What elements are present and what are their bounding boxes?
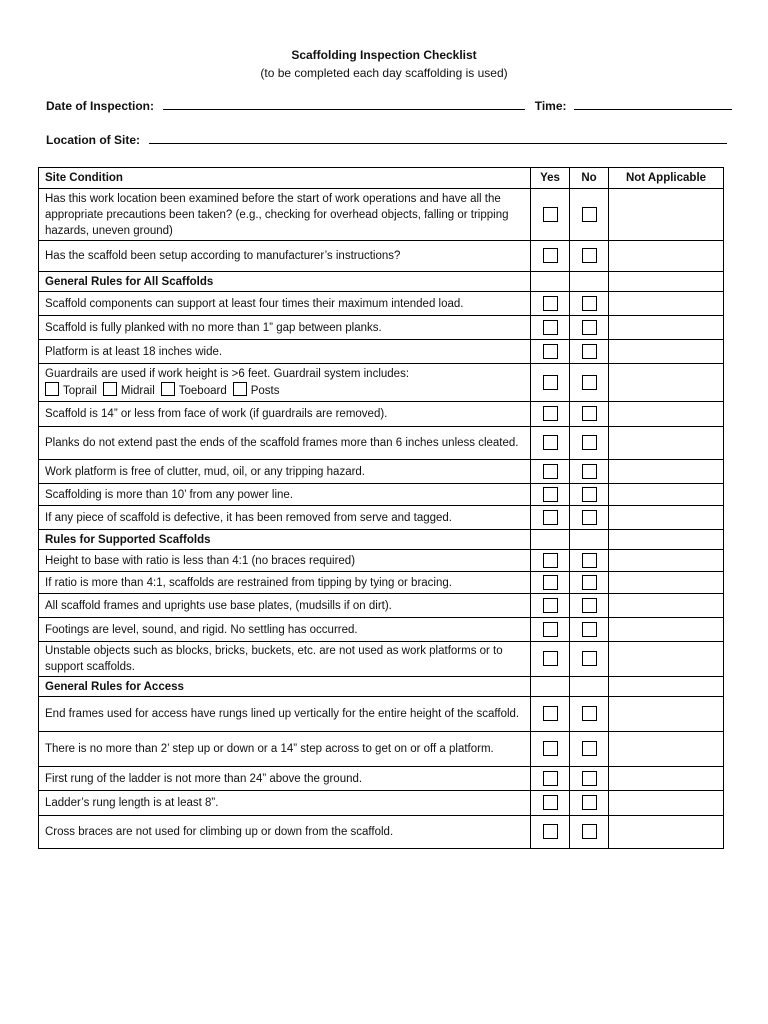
condition-cell <box>39 316 531 340</box>
guardrail-option[interactable] <box>45 385 97 397</box>
condition-cell <box>39 618 531 642</box>
yes-cell <box>531 364 570 402</box>
location-row <box>46 133 727 147</box>
guardrail-option[interactable] <box>233 385 280 397</box>
table-row <box>39 364 724 402</box>
yes-cell <box>531 697 570 732</box>
table-row <box>39 506 724 530</box>
location-label: Location of Site: <box>46 133 140 147</box>
no-checkbox[interactable] <box>582 706 597 721</box>
na-cell[interactable] <box>609 292 724 316</box>
no-cell <box>570 427 609 460</box>
checklist-table <box>38 167 724 849</box>
option-label: Midrail <box>120 385 155 397</box>
yes-cell <box>531 506 570 530</box>
condition-text: Ladder’s rung length is at least 8”. <box>45 797 219 809</box>
table-row <box>39 642 724 677</box>
yes-cell <box>531 427 570 460</box>
condition-cell <box>39 642 531 677</box>
yes-checkbox[interactable] <box>543 575 558 590</box>
no-checkbox[interactable] <box>582 406 597 421</box>
yes-cell <box>531 594 570 618</box>
no-checkbox[interactable] <box>582 296 597 311</box>
yes-checkbox[interactable] <box>543 553 558 568</box>
na-cell[interactable] <box>609 618 724 642</box>
yes-checkbox[interactable] <box>543 741 558 756</box>
no-cell <box>570 677 609 697</box>
no-checkbox[interactable] <box>582 464 597 479</box>
header-no: No <box>570 168 609 189</box>
na-cell <box>609 677 724 697</box>
no-checkbox[interactable] <box>582 207 597 222</box>
yes-checkbox[interactable] <box>543 464 558 479</box>
yes-cell <box>531 816 570 849</box>
na-cell[interactable] <box>609 791 724 816</box>
header-yes: Yes <box>531 168 570 189</box>
condition-cell <box>39 550 531 572</box>
yes-cell <box>531 618 570 642</box>
condition-text: End frames used for access have rungs lined up vertically for the entire height of the scaffold. <box>45 708 520 720</box>
no-cell <box>570 530 609 550</box>
header-site-condition: Site Condition <box>39 168 531 189</box>
table-row <box>39 816 724 849</box>
na-cell[interactable] <box>609 484 724 506</box>
no-cell <box>570 550 609 572</box>
no-checkbox[interactable] <box>582 771 597 786</box>
checkbox[interactable] <box>161 382 175 396</box>
page-title: Scaffolding Inspection Checklist <box>291 48 477 62</box>
condition-text: Guardrails are used if work height is >6 feet. Guardrail system includes: <box>45 368 410 380</box>
yes-checkbox[interactable] <box>543 651 558 666</box>
na-cell[interactable] <box>609 189 724 241</box>
na-cell[interactable] <box>609 594 724 618</box>
no-checkbox[interactable] <box>582 741 597 756</box>
condition-text: Height to base with ratio is less than 4:1 (no braces required) <box>45 554 356 567</box>
date-field[interactable] <box>163 99 525 110</box>
yes-checkbox[interactable] <box>543 510 558 525</box>
checkbox[interactable] <box>103 382 117 396</box>
yes-cell <box>531 272 570 292</box>
no-cell <box>570 732 609 767</box>
no-checkbox[interactable] <box>582 344 597 359</box>
yes-checkbox[interactable] <box>543 344 558 359</box>
condition-cell <box>39 697 531 732</box>
section-header-row <box>39 530 724 550</box>
condition-text: Work platform is free of clutter, mud, oil, or any tripping hazard. <box>45 465 366 478</box>
guardrail-option[interactable] <box>161 385 227 397</box>
no-checkbox[interactable] <box>582 824 597 839</box>
yes-checkbox[interactable] <box>543 771 558 786</box>
date-label: Date of Inspection: <box>46 99 155 113</box>
yes-cell <box>531 791 570 816</box>
condition-text: Unstable objects such as blocks, bricks, buckets, etc. are not used as work platforms or to support scaffolds. <box>45 645 503 673</box>
no-checkbox[interactable] <box>582 375 597 390</box>
condition-text: Has this work location been examined before the start of work operations and have all the appropriate precautions been taken? (e.g., checking for overhead objects, falling or tripping hazards, uneven ground) <box>45 192 509 237</box>
time-field[interactable] <box>574 99 732 110</box>
date-time-row <box>46 99 732 113</box>
condition-cell <box>39 427 531 460</box>
table-row <box>39 732 724 767</box>
page-subtitle: (to be completed each day scaffolding is used) <box>260 66 508 80</box>
condition-cell <box>39 402 531 427</box>
condition-text: First rung of the ladder is not more than 24” above the ground. <box>45 772 363 785</box>
na-cell[interactable] <box>609 550 724 572</box>
condition-cell <box>39 767 531 791</box>
no-cell <box>570 292 609 316</box>
condition-cell <box>39 732 531 767</box>
no-checkbox[interactable] <box>582 622 597 637</box>
yes-checkbox[interactable] <box>543 622 558 637</box>
na-cell[interactable] <box>609 732 724 767</box>
condition-text: All scaffold frames and uprights use base plates, (mudsills if on dirt). <box>45 599 392 612</box>
no-cell <box>570 791 609 816</box>
table-row <box>39 767 724 791</box>
yes-checkbox[interactable] <box>543 795 558 810</box>
no-checkbox[interactable] <box>582 795 597 810</box>
yes-cell <box>531 316 570 340</box>
table-row <box>39 697 724 732</box>
header-not-applicable: Not Applicable <box>609 168 724 189</box>
no-cell <box>570 460 609 484</box>
condition-text: Cross braces are not used for climbing up or down from the scaffold. <box>45 826 394 838</box>
condition-cell <box>39 364 531 402</box>
condition-text: Has the scaffold been setup according to manufacturer’s instructions? <box>45 250 401 262</box>
yes-checkbox[interactable] <box>543 296 558 311</box>
no-checkbox[interactable] <box>582 435 597 450</box>
checkbox[interactable] <box>45 382 59 396</box>
na-cell[interactable] <box>609 572 724 594</box>
condition-text: Scaffold components can support at least four times their maximum intended load. <box>45 297 464 310</box>
na-cell <box>609 530 724 550</box>
table-row <box>39 618 724 642</box>
time-label: Time: <box>534 99 567 113</box>
yes-cell <box>531 530 570 550</box>
yes-cell <box>531 767 570 791</box>
no-cell <box>570 594 609 618</box>
no-checkbox[interactable] <box>582 598 597 613</box>
condition-cell <box>39 506 531 530</box>
table-row <box>39 791 724 816</box>
yes-cell <box>531 189 570 241</box>
section-header-row <box>39 272 724 292</box>
yes-checkbox[interactable] <box>543 207 558 222</box>
yes-cell <box>531 484 570 506</box>
no-checkbox[interactable] <box>582 320 597 335</box>
yes-cell <box>531 340 570 364</box>
no-cell <box>570 572 609 594</box>
no-checkbox[interactable] <box>582 651 597 666</box>
na-cell[interactable] <box>609 767 724 791</box>
condition-cell <box>39 460 531 484</box>
no-checkbox[interactable] <box>582 553 597 568</box>
yes-checkbox[interactable] <box>543 375 558 390</box>
yes-cell <box>531 642 570 677</box>
table-row <box>39 484 724 506</box>
table-row <box>39 427 724 460</box>
section-header-row <box>39 677 724 697</box>
condition-cell <box>39 816 531 849</box>
no-cell <box>570 697 609 732</box>
na-cell[interactable] <box>609 402 724 427</box>
no-checkbox[interactable] <box>582 510 597 525</box>
yes-checkbox[interactable] <box>543 598 558 613</box>
na-cell[interactable] <box>609 506 724 530</box>
no-cell <box>570 642 609 677</box>
na-cell[interactable] <box>609 427 724 460</box>
yes-checkbox[interactable] <box>543 320 558 335</box>
no-cell <box>570 189 609 241</box>
no-cell <box>570 767 609 791</box>
yes-checkbox[interactable] <box>543 706 558 721</box>
table-row <box>39 241 724 272</box>
condition-text: There is no more than 2’ step up or down or a 14” step across to get on or off a platform. <box>45 743 494 755</box>
no-cell <box>570 484 609 506</box>
condition-cell <box>39 791 531 816</box>
condition-cell <box>39 484 531 506</box>
condition-cell <box>39 594 531 618</box>
no-checkbox[interactable] <box>582 248 597 263</box>
condition-cell <box>39 340 531 364</box>
table-row <box>39 594 724 618</box>
condition-cell <box>39 292 531 316</box>
na-cell[interactable] <box>609 816 724 849</box>
na-cell[interactable] <box>609 340 724 364</box>
no-cell <box>570 618 609 642</box>
yes-cell <box>531 572 570 594</box>
na-cell[interactable] <box>609 642 724 677</box>
condition-cell <box>39 189 531 241</box>
table-row <box>39 550 724 572</box>
yes-cell <box>531 732 570 767</box>
checkbox[interactable] <box>233 382 247 396</box>
no-cell <box>570 816 609 849</box>
yes-checkbox[interactable] <box>543 248 558 263</box>
na-cell <box>609 272 724 292</box>
condition-text: Platform is at least 18 inches wide. <box>45 345 223 358</box>
no-cell <box>570 241 609 272</box>
location-field[interactable] <box>149 133 727 144</box>
no-cell <box>570 364 609 402</box>
yes-cell <box>531 677 570 697</box>
na-cell[interactable] <box>609 364 724 402</box>
yes-cell <box>531 402 570 427</box>
condition-text: Planks do not extend past the ends of the scaffold frames more than 6 inches unless cleated. <box>45 437 519 449</box>
condition-text: Scaffold is fully planked with no more than 1” gap between planks. <box>45 321 382 334</box>
table-header-row <box>39 168 724 189</box>
section-title: Rules for Supported Scaffolds <box>39 530 531 550</box>
table-row <box>39 402 724 427</box>
condition-text: Scaffold is 14” or less from face of work (if guardrails are removed). <box>45 408 388 420</box>
condition-text: If ratio is more than 4:1, scaffolds are restrained from tipping by tying or bracing. <box>45 576 452 589</box>
table-row <box>39 460 724 484</box>
yes-cell <box>531 292 570 316</box>
no-checkbox[interactable] <box>582 487 597 502</box>
yes-checkbox[interactable] <box>543 406 558 421</box>
no-cell <box>570 340 609 364</box>
condition-text: Scaffolding is more than 10’ from any power line. <box>45 488 294 501</box>
no-cell <box>570 506 609 530</box>
table-row <box>39 316 724 340</box>
option-label: Toeboard <box>178 385 227 397</box>
section-title: General Rules for All Scaffolds <box>39 272 531 292</box>
no-cell <box>570 272 609 292</box>
table-row <box>39 189 724 241</box>
yes-cell <box>531 241 570 272</box>
na-cell[interactable] <box>609 460 724 484</box>
table-row <box>39 572 724 594</box>
condition-cell <box>39 572 531 594</box>
na-cell[interactable] <box>609 697 724 732</box>
condition-text: Footings are level, sound, and rigid. No settling has occurred. <box>45 623 358 636</box>
no-cell <box>570 316 609 340</box>
na-cell[interactable] <box>609 241 724 272</box>
condition-text: If any piece of scaffold is defective, it has been removed from serve and tagged. <box>45 511 452 524</box>
yes-cell <box>531 550 570 572</box>
no-checkbox[interactable] <box>582 575 597 590</box>
guardrail-option[interactable] <box>103 385 155 397</box>
guardrail-options <box>45 385 286 397</box>
na-cell[interactable] <box>609 316 724 340</box>
table-row <box>39 292 724 316</box>
option-label: Toprail <box>63 385 97 397</box>
yes-checkbox[interactable] <box>543 824 558 839</box>
table-row <box>39 340 724 364</box>
no-cell <box>570 402 609 427</box>
condition-cell <box>39 241 531 272</box>
yes-checkbox[interactable] <box>543 487 558 502</box>
yes-cell <box>531 460 570 484</box>
yes-checkbox[interactable] <box>543 435 558 450</box>
option-label: Posts <box>250 385 280 397</box>
section-title: General Rules for Access <box>39 677 531 697</box>
